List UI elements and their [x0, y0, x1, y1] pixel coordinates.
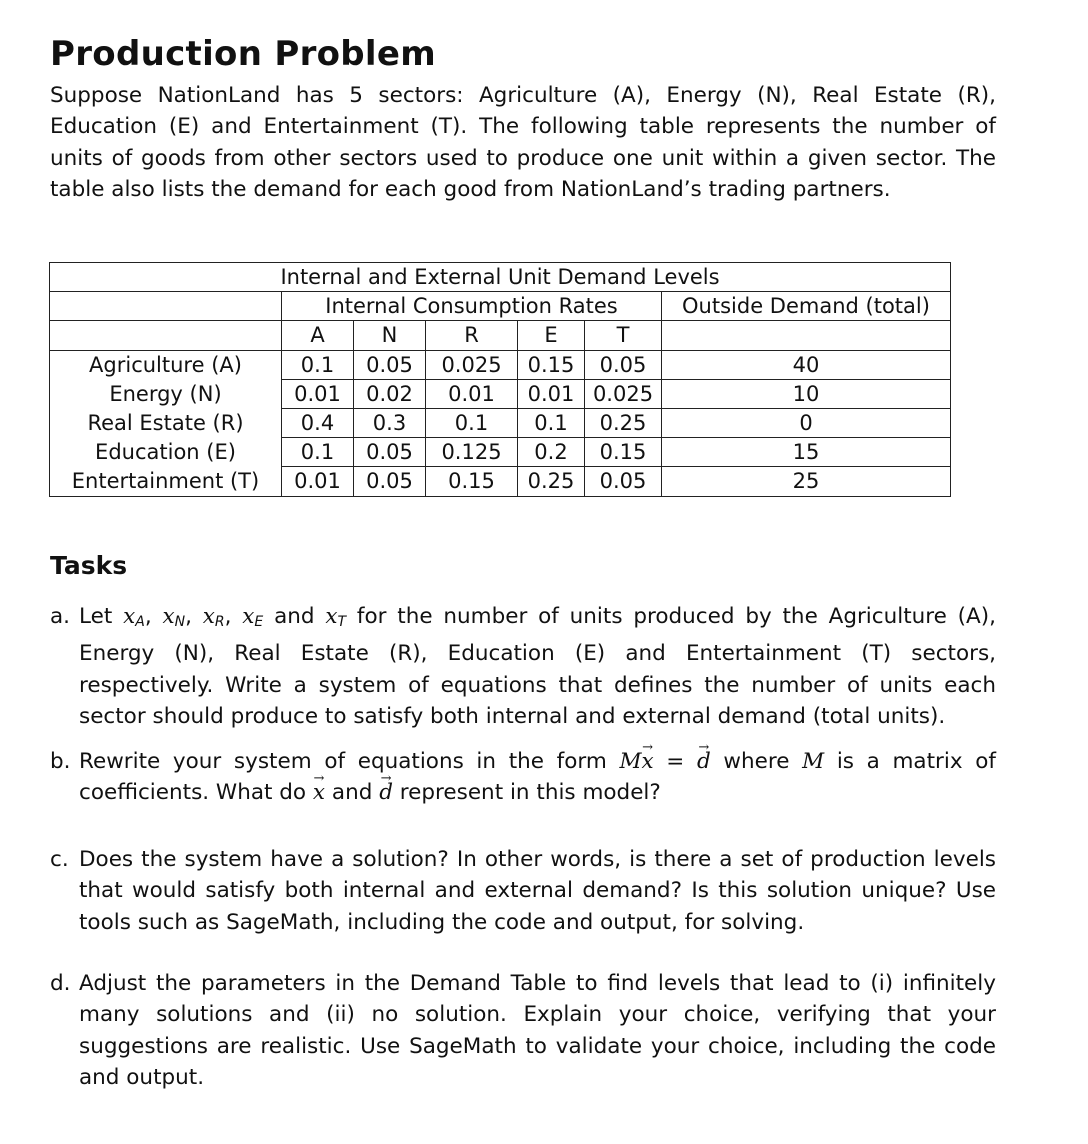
tasks-heading: Tasks	[50, 551, 128, 580]
row-label: Entertainment (T)	[50, 467, 282, 496]
column-header: A	[282, 321, 354, 350]
empty-outside-cell	[662, 321, 951, 350]
internal-consumption-header: Internal Consumption Rates	[282, 292, 662, 321]
table-caption-row	[50, 263, 951, 292]
empty-corner-cell	[50, 321, 282, 350]
task-b	[50, 746, 996, 809]
table-cell: 0.15	[585, 438, 662, 467]
table-column-header-row	[50, 321, 951, 350]
column-header: T	[585, 321, 662, 350]
table-cell: 0.025	[426, 350, 518, 379]
table-row	[50, 379, 951, 408]
empty-corner-cell	[50, 292, 282, 321]
task-a	[50, 601, 996, 732]
task-c	[50, 844, 996, 938]
table-cell: 0.1	[426, 408, 518, 437]
table-cell: 0.01	[282, 379, 354, 408]
page-title: Production Problem	[50, 34, 436, 74]
table-cell: 0.05	[585, 467, 662, 496]
outside-demand-cell: 15	[662, 438, 951, 467]
table-cell: 0.05	[354, 438, 426, 467]
outside-demand-cell: 25	[662, 467, 951, 496]
outside-demand-cell: 0	[662, 408, 951, 437]
row-label: Real Estate (R)	[50, 408, 282, 437]
outside-demand-header: Outside Demand (total)	[662, 292, 951, 321]
task-body: Adjust the parameters in the Demand Table to find levels that lead to (i) infinitely many solutions and (ii) no solution. Explain your choice, verifying that your suggestions are realistic. Use SageMath to validate your choice, including the code and output.	[79, 971, 996, 1090]
outside-demand-cell: 10	[662, 379, 951, 408]
table-cell: 0.1	[282, 438, 354, 467]
table-cell: 0.2	[518, 438, 585, 467]
task-letter: a.	[50, 604, 71, 629]
task-letter: c.	[50, 847, 69, 872]
table-cell: 0.4	[282, 408, 354, 437]
table-cell: 0.01	[426, 379, 518, 408]
table-cell: 0.1	[282, 350, 354, 379]
intro-paragraph: Suppose NationLand has 5 sectors: Agriculture (A), Energy (N), Real Estate (R), Education (E) and Entertainment (T). The following table represents the number of units of goods from other sectors used to produce one unit within a given sector. The table also lists the demand for each good from NationLand’s trading partners.	[50, 83, 996, 202]
row-label: Agriculture (A)	[50, 350, 282, 379]
demand-table	[49, 262, 951, 497]
column-header: E	[518, 321, 585, 350]
table-cell: 0.15	[426, 467, 518, 496]
table-cell: 0.25	[585, 408, 662, 437]
table-cell: 0.1	[518, 408, 585, 437]
table-cell: 0.25	[518, 467, 585, 496]
table-row	[50, 467, 951, 496]
row-label: Education (E)	[50, 438, 282, 467]
table-cell: 0.3	[354, 408, 426, 437]
table-cell: 0.01	[518, 379, 585, 408]
table-row	[50, 350, 951, 379]
table-row	[50, 438, 951, 467]
table-cell: 0.125	[426, 438, 518, 467]
table-cell: 0.01	[282, 467, 354, 496]
task-letter: d.	[50, 971, 71, 996]
table-row	[50, 408, 951, 437]
task-d	[50, 968, 996, 1093]
row-label: Energy (N)	[50, 379, 282, 408]
task-body: Rewrite your system of equations in the form M→ x = → d where M is a matrix of coefficients. What do → x and → d represent in this model?	[79, 746, 996, 809]
table-cell: 0.05	[354, 350, 426, 379]
table-caption: Internal and External Unit Demand Levels	[50, 263, 951, 292]
task-body: Let $x_A$, $x_N$, $x_R$, $x_E$ and $x_T$ for the number of units produced by the Agriculture (A), Energy (N), Real Estate (R), Education (E) and Entertainment (T) sectors, respectively. Write a system of equations that defines the number of units each sector should produce to satisfy both internal and external demand (total units).	[79, 604, 996, 729]
task-body: Does the system have a solution? In other words, is there a set of production levels that would satisfy both internal and external demand? Is this solution unique? Use tools such as SageMath, including the code and output, for solving.	[79, 847, 996, 935]
task-letter: b.	[50, 749, 71, 774]
table-cell: 0.02	[354, 379, 426, 408]
table-cell: 0.05	[585, 350, 662, 379]
column-header: N	[354, 321, 426, 350]
table-cell: 0.025	[585, 379, 662, 408]
table-cell: 0.15	[518, 350, 585, 379]
table-cell: 0.05	[354, 467, 426, 496]
table-group-header-row	[50, 292, 951, 321]
outside-demand-cell: 40	[662, 350, 951, 379]
column-header: R	[426, 321, 518, 350]
